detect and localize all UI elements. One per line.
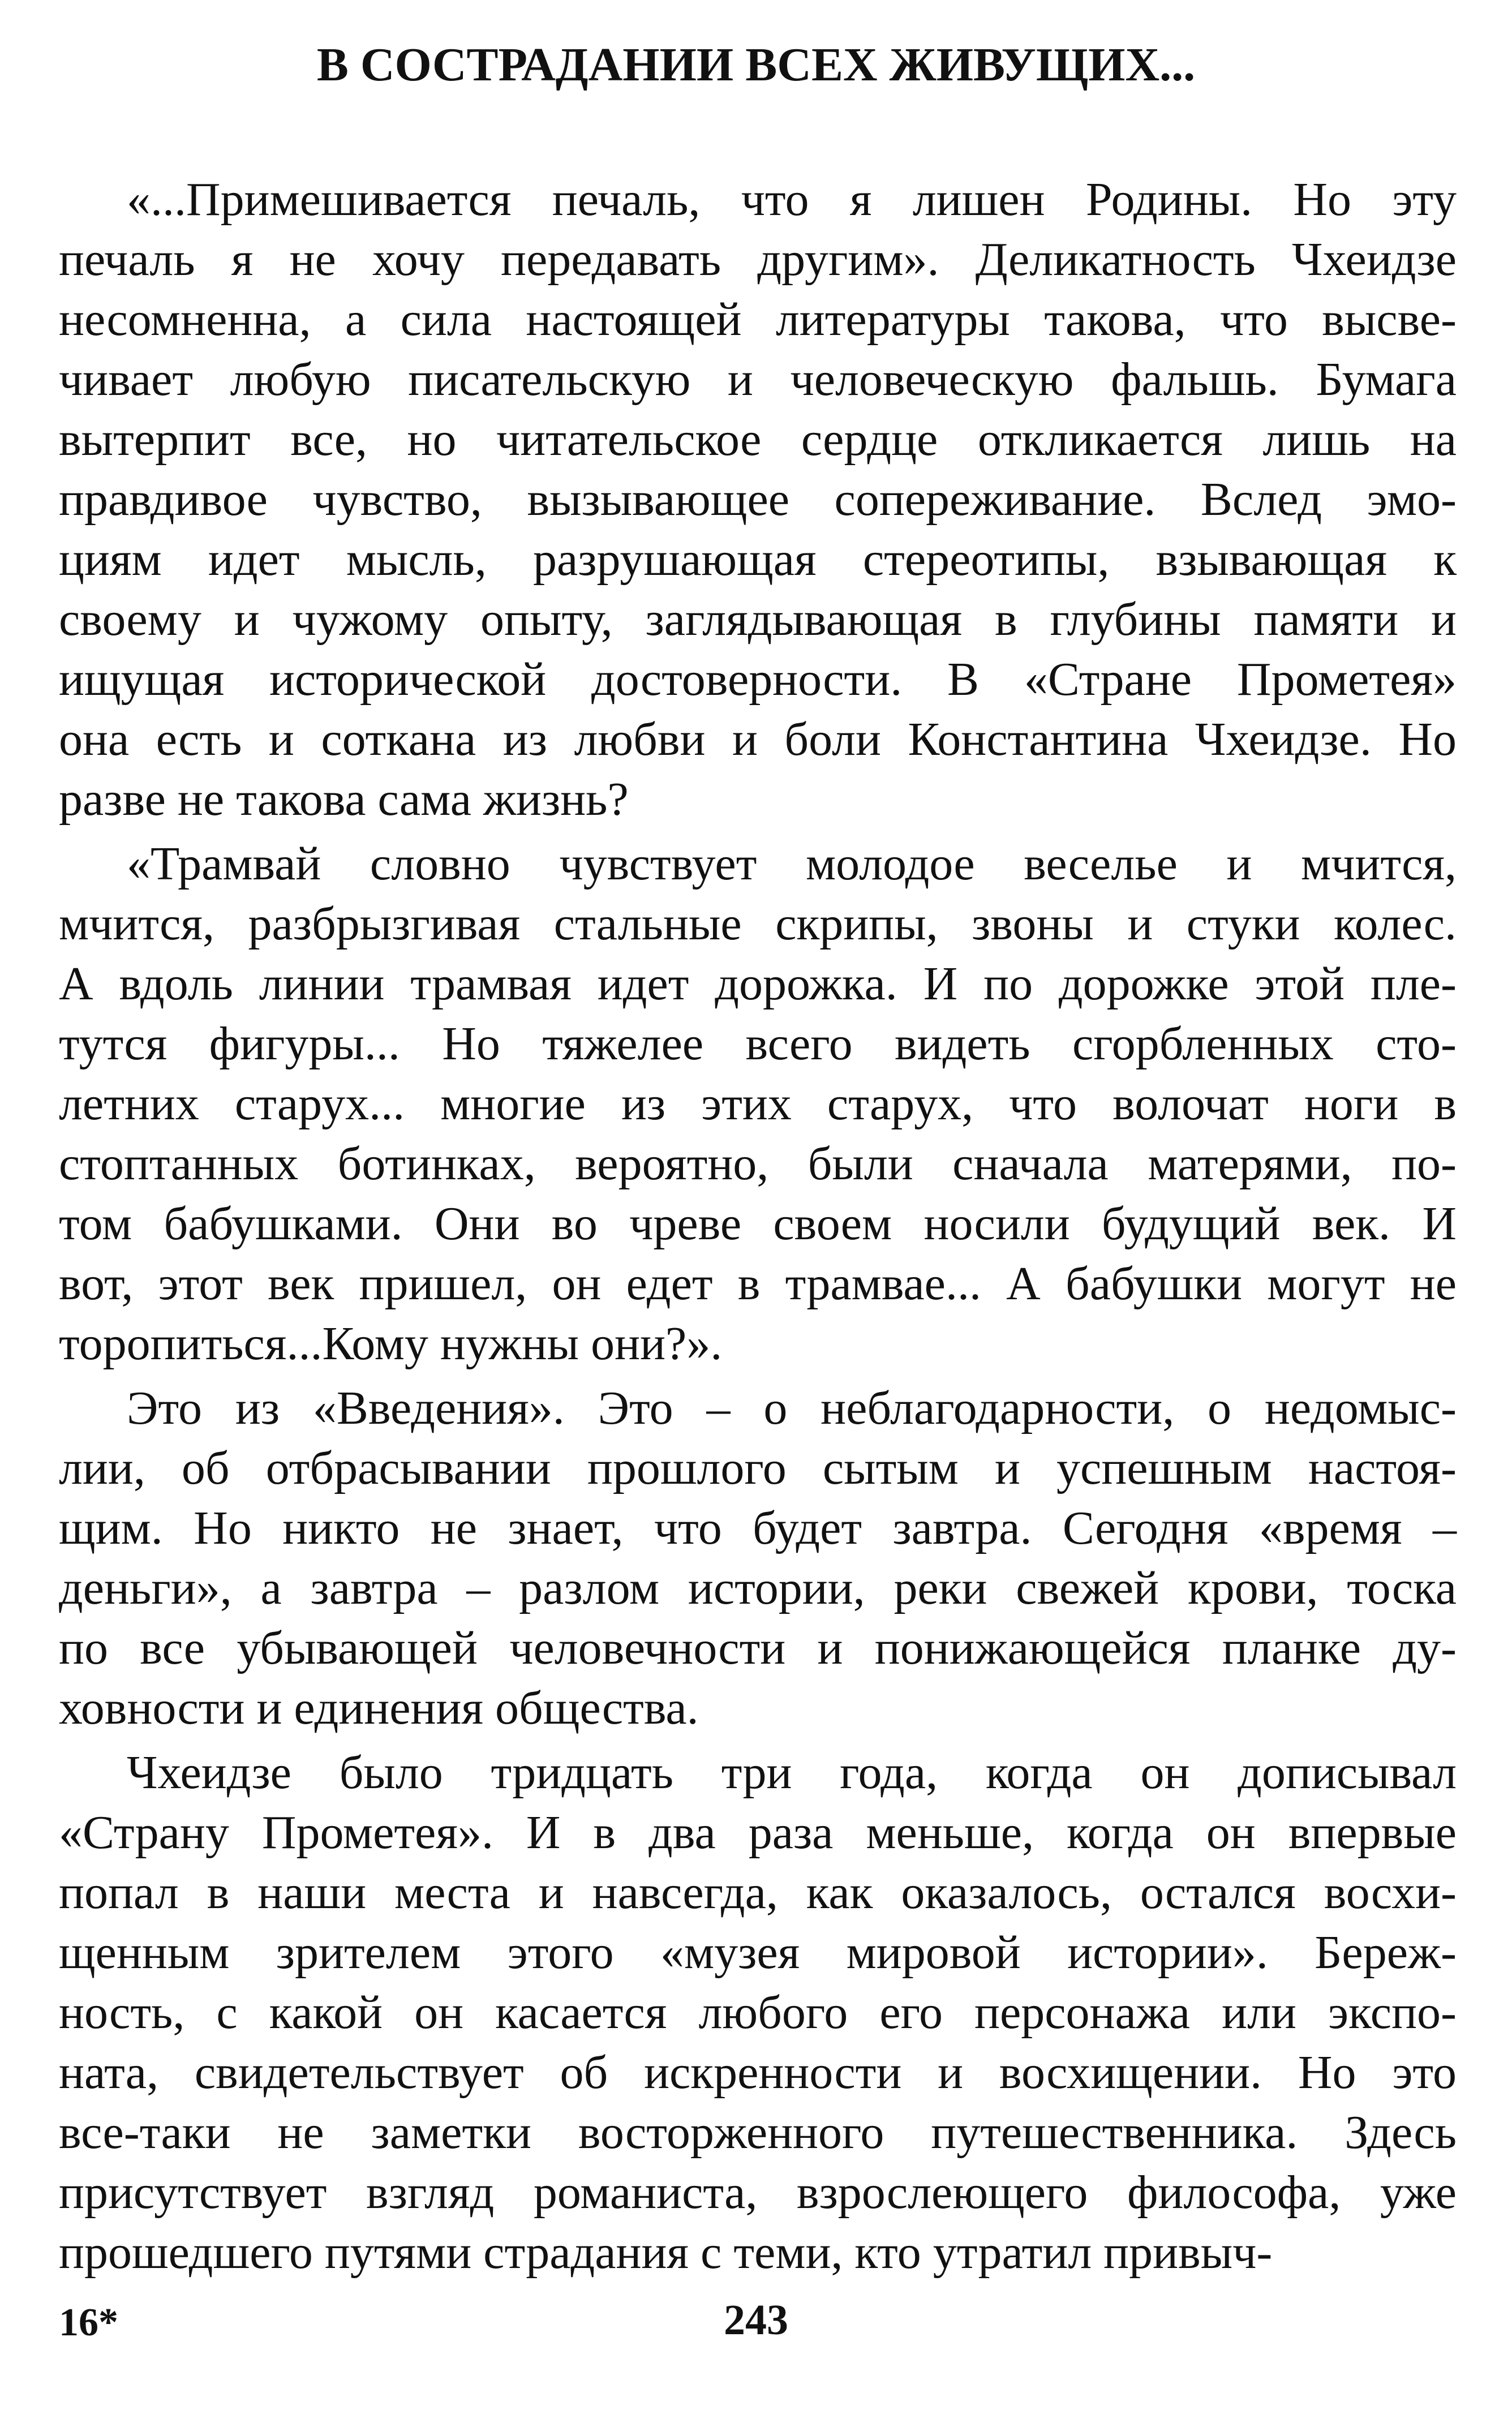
text-line: «Трамвай словно чувствует молодое веселье и мчится, xyxy=(127,837,1457,890)
text-line: том бабушками. Они во чреве своем носили будущий век. И xyxy=(59,1197,1457,1250)
text-line: правдивое чувство, вызывающее сопереживание. Вслед эмо- xyxy=(59,473,1457,526)
printer-signature: 16* xyxy=(59,2301,118,2344)
paragraph xyxy=(59,1378,1457,1738)
page-number: 243 xyxy=(724,2296,788,2344)
text-line: ховности и единения общества. xyxy=(59,1682,699,1734)
text-line: попал в наши места и навсегда, как оказалось, остался восхи- xyxy=(59,1866,1457,1919)
text-line: Чхеидзе было тридцать три года, когда он дописывал xyxy=(127,1746,1457,1799)
text-line: все-таки не заметки восторженного путешественника. Здесь xyxy=(59,2106,1457,2159)
text-line: чивает любую писательскую и человеческую фальшь. Бумага xyxy=(59,353,1457,406)
text-line: лии, об отбрасывании прошлого сытым и успешным настоя- xyxy=(59,1442,1457,1494)
text-line: присутствует взгляд романиста, взрослеющего философа, уже xyxy=(59,2166,1457,2219)
text-line: своему и чужому опыту, заглядывающая в глубины памяти и xyxy=(59,593,1457,646)
text-line: щим. Но никто не знает, что будет завтра. Сегодня «время – xyxy=(59,1502,1457,1554)
text-line: Это из «Введения». Это – о неблагодарности, о недомыс- xyxy=(127,1382,1457,1434)
chapter-title: В СОСТРАДАНИИ ВСЕХ ЖИВУЩИХ... xyxy=(316,38,1196,91)
text-line: по все убывающей человечности и понижающейся планке ду- xyxy=(59,1622,1457,1674)
text-line: «Страну Прометея». И в два раза меньше, когда он впервые xyxy=(59,1806,1457,1859)
text-line: вот, этот век пришел, он едет в трамвае... А бабушки могут не xyxy=(59,1257,1457,1310)
text-line: тутся фигуры... Но тяжелее всего видеть сгорбленных сто- xyxy=(59,1017,1457,1070)
text-line: циям идет мысль, разрушающая стереотипы, взывающая к xyxy=(59,533,1457,586)
body-text xyxy=(59,170,1457,2287)
text-line: несомненна, а сила настоящей литературы такова, что высве- xyxy=(59,293,1457,346)
text-line: стоптанных ботинках, вероятно, были сначала матерями, по- xyxy=(59,1137,1457,1190)
text-line: ность, с какой он касается любого его персонажа или экспо- xyxy=(59,1986,1457,2039)
text-line: летних старух... многие из этих старух, что волочат ноги в xyxy=(59,1077,1457,1130)
text-line: ната, свидетельствует об искренности и восхищении. Но это xyxy=(59,2046,1457,2099)
text-line: мчится, разбрызгивая стальные скрипы, звоны и стуки колес. xyxy=(59,897,1457,950)
text-line: разве не такова сама жизнь? xyxy=(59,773,629,826)
text-line: она есть и соткана из любви и боли Константина Чхеидзе. Но xyxy=(59,713,1457,766)
paragraph xyxy=(59,834,1457,1374)
text-line: «...Примешивается печаль, что я лишен Родины. Но эту xyxy=(127,173,1457,226)
text-line: торопиться...Кому нужны они?». xyxy=(59,1317,723,1370)
text-line: печаль я не хочу передавать другим». Деликатность Чхеидзе xyxy=(59,233,1457,286)
paragraph xyxy=(59,1743,1457,2283)
text-line: А вдоль линии трамвая идет дорожка. И по дорожке этой пле- xyxy=(59,957,1457,1010)
text-line: прошедшего путями страдания с теми, кто утратил привыч- xyxy=(59,2226,1273,2279)
paragraph xyxy=(59,170,1457,830)
text-line: щенным зрителем этого «музея мировой истории». Береж- xyxy=(59,1926,1457,1979)
text-line: ищущая исторической достоверности. В «Стране Прометея» xyxy=(59,653,1457,706)
text-line: вытерпит все, но читательское сердце откликается лишь на xyxy=(59,413,1457,466)
text-line: деньги», а завтра – разлом истории, реки свежей крови, тоска xyxy=(59,1562,1457,1614)
